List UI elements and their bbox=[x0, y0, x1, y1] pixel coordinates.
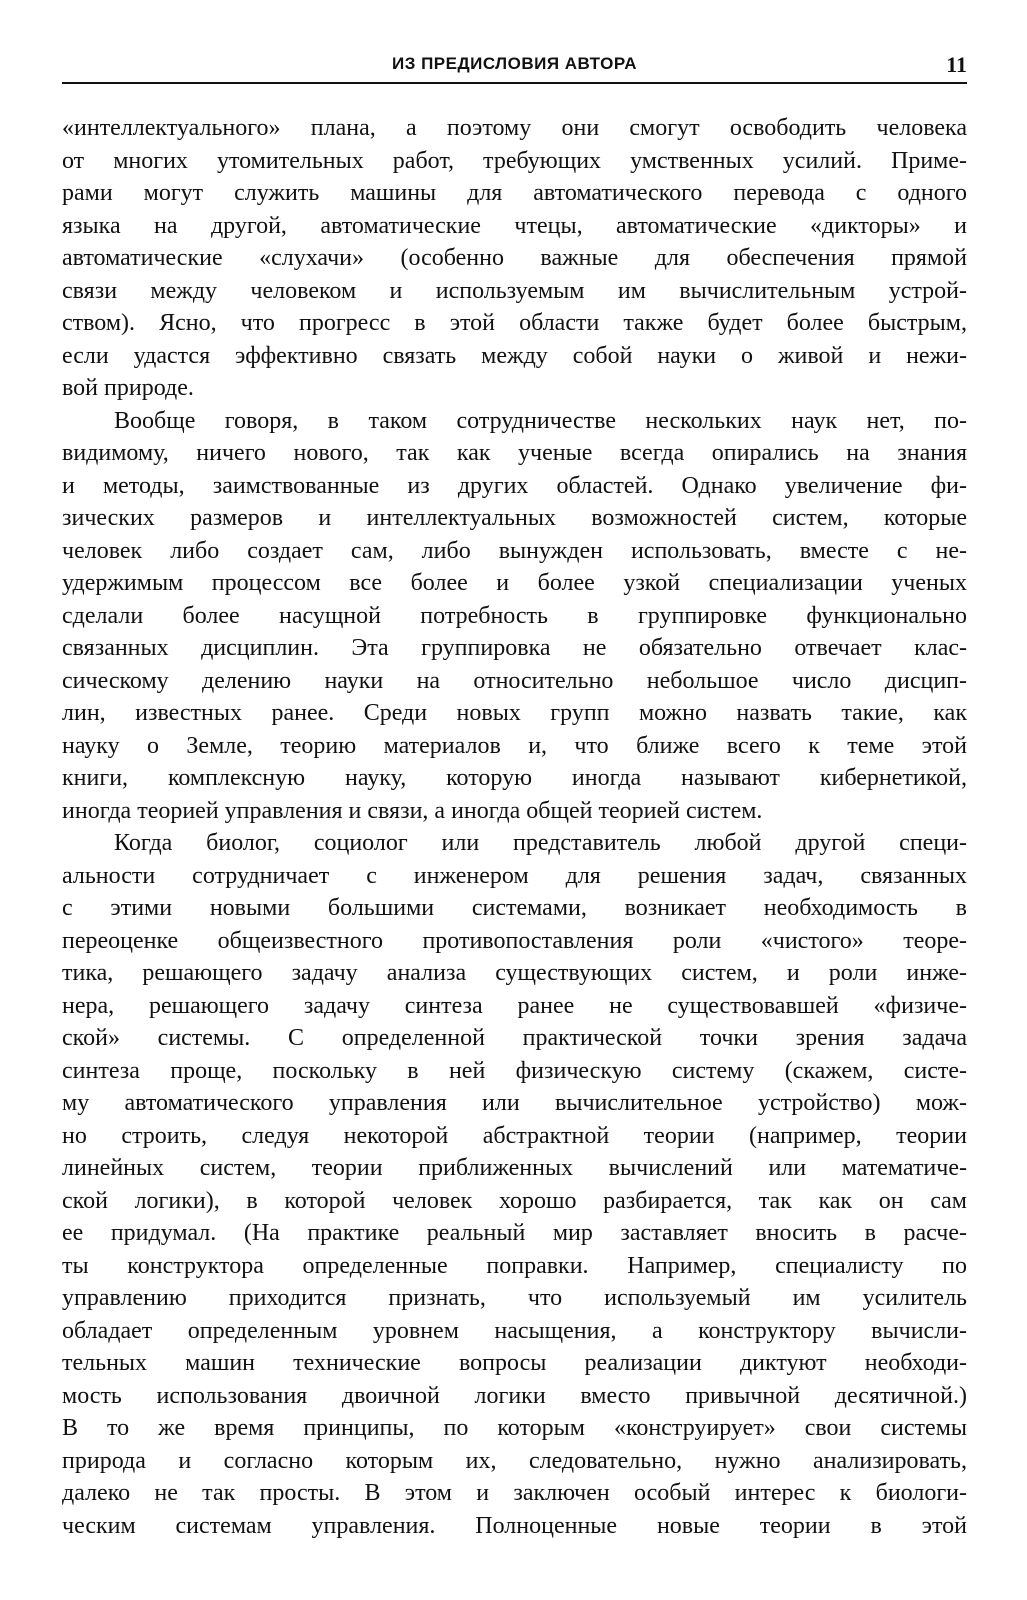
text-line: лин, известных ранее. Среди новых групп можно назвать такие, как bbox=[62, 700, 967, 726]
text-line: линейных систем, теории приближенных вычислений или математиче- bbox=[62, 1155, 967, 1181]
text-line: человек либо создает сам, либо вынужден использовать, вместе с не- bbox=[62, 537, 967, 564]
text-line: автоматические «слухачи» (особенно важные для обеспечения прямой bbox=[62, 245, 967, 271]
text-line: природа и согласно которым их, следовательно, нужно анализировать, bbox=[62, 1447, 967, 1474]
text-line: и методы, заимствованные из других областей. Однако увеличение фи- bbox=[62, 472, 967, 499]
text-line: связанных дисциплин. Эта группировка не обязательно отвечает клас- bbox=[62, 635, 967, 661]
paragraph-1 bbox=[62, 112, 967, 405]
running-head bbox=[62, 52, 967, 84]
text-line: с этими новыми большими системами, возникает необходимость в bbox=[62, 895, 967, 921]
body-text bbox=[62, 112, 967, 1542]
text-line: Когда биолог, социолог или представитель любой другой специ- bbox=[114, 830, 967, 856]
text-line: вой природе. bbox=[62, 375, 194, 401]
running-title: ИЗ ПРЕДИСЛОВИЯ АВТОРА bbox=[392, 54, 637, 73]
text-line: зических размеров и интеллектуальных возможностей систем, которые bbox=[62, 505, 967, 531]
text-line: сделали более насущной потребность в группировке функционально bbox=[62, 602, 967, 629]
text-line: иногда теорией управления и связи, а иногда общей теорией систем. bbox=[62, 797, 763, 824]
text-line: ской» системы. С определенной практической точки зрения задача bbox=[62, 1025, 967, 1051]
text-line: ством). Ясно, что прогресс в этой области также будет более быстрым, bbox=[62, 310, 967, 336]
text-line: науку о Земле, теорию материалов и, что ближе всего к теме этой bbox=[62, 732, 967, 759]
text-line: рами могут служить машины для автоматического перевода с одного bbox=[62, 180, 967, 206]
text-line: но строить, следуя некоторой абстрактной теории (например, теории bbox=[62, 1122, 967, 1149]
text-line: В то же время принципы, по которым «конструирует» свои системы bbox=[62, 1415, 967, 1441]
text-line: Вообще говоря, в таком сотрудничестве нескольких наук нет, по- bbox=[114, 407, 967, 434]
text-line: связи между человеком и используемым им вычислительным устрой- bbox=[62, 277, 967, 304]
text-line: управлению приходится признать, что используемый им усилитель bbox=[62, 1285, 967, 1311]
text-line: му автоматического управления или вычислительное устройство) мож- bbox=[62, 1090, 967, 1116]
text-line: «интеллектуального» плана, а поэтому они смогут освободить человека bbox=[62, 115, 967, 141]
text-line: ее придумал. (На практике реальный мир заставляет вносить в расче- bbox=[62, 1220, 967, 1246]
text-line: ты конструктора определенные поправки. Например, специалисту по bbox=[62, 1252, 967, 1279]
text-line: обладает определенным уровнем насыщения, а конструктору вычисли- bbox=[62, 1317, 967, 1344]
text-line: тика, решающего задачу анализа существующих систем, и роли инже- bbox=[62, 960, 967, 986]
text-line: нера, решающего задачу синтеза ранее не существовавшей «физиче- bbox=[62, 992, 967, 1019]
paragraph-3 bbox=[62, 827, 967, 1542]
text-line: мость использования двоичной логики вместо привычной десятичной.) bbox=[62, 1382, 967, 1409]
text-line: альности сотрудничает с инженером для решения задач, связанных bbox=[62, 862, 967, 889]
text-line: переоценке общеизвестного противопоставления роли «чистого» теоре- bbox=[62, 927, 967, 954]
text-line: синтеза проще, поскольку в ней физическую систему (скажем, систе- bbox=[62, 1057, 967, 1084]
paragraph-2 bbox=[62, 405, 967, 828]
text-line: если удастся эффективно связать между собой науки о живой и нежи- bbox=[62, 342, 967, 369]
text-line: от многих утомительных работ, требующих умственных усилий. Приме- bbox=[62, 147, 967, 174]
text-line: тельных машин технические вопросы реализации диктуют необходи- bbox=[62, 1350, 967, 1376]
text-line: видимому, ничего нового, так как ученые всегда опирались на знания bbox=[62, 440, 967, 466]
book-page bbox=[62, 0, 967, 1600]
text-line: книги, комплексную науку, которую иногда называют кибернетикой, bbox=[62, 765, 967, 791]
text-line: удержимым процессом все более и более узкой специализации ученых bbox=[62, 570, 967, 596]
text-line: ческим системам управления. Полноценные новые теории в этой bbox=[62, 1512, 967, 1539]
text-line: ской логики), в которой человек хорошо разбирается, так как он сам bbox=[62, 1187, 967, 1214]
text-line: языка на другой, автоматические чтецы, автоматические «дикторы» и bbox=[62, 212, 967, 239]
text-line: далеко не так просты. В этом и заключен особый интерес к биологи- bbox=[62, 1480, 967, 1506]
text-line: сическому делению науки на относительно небольшое число дисцип- bbox=[62, 667, 967, 694]
page-number: 11 bbox=[946, 52, 967, 77]
